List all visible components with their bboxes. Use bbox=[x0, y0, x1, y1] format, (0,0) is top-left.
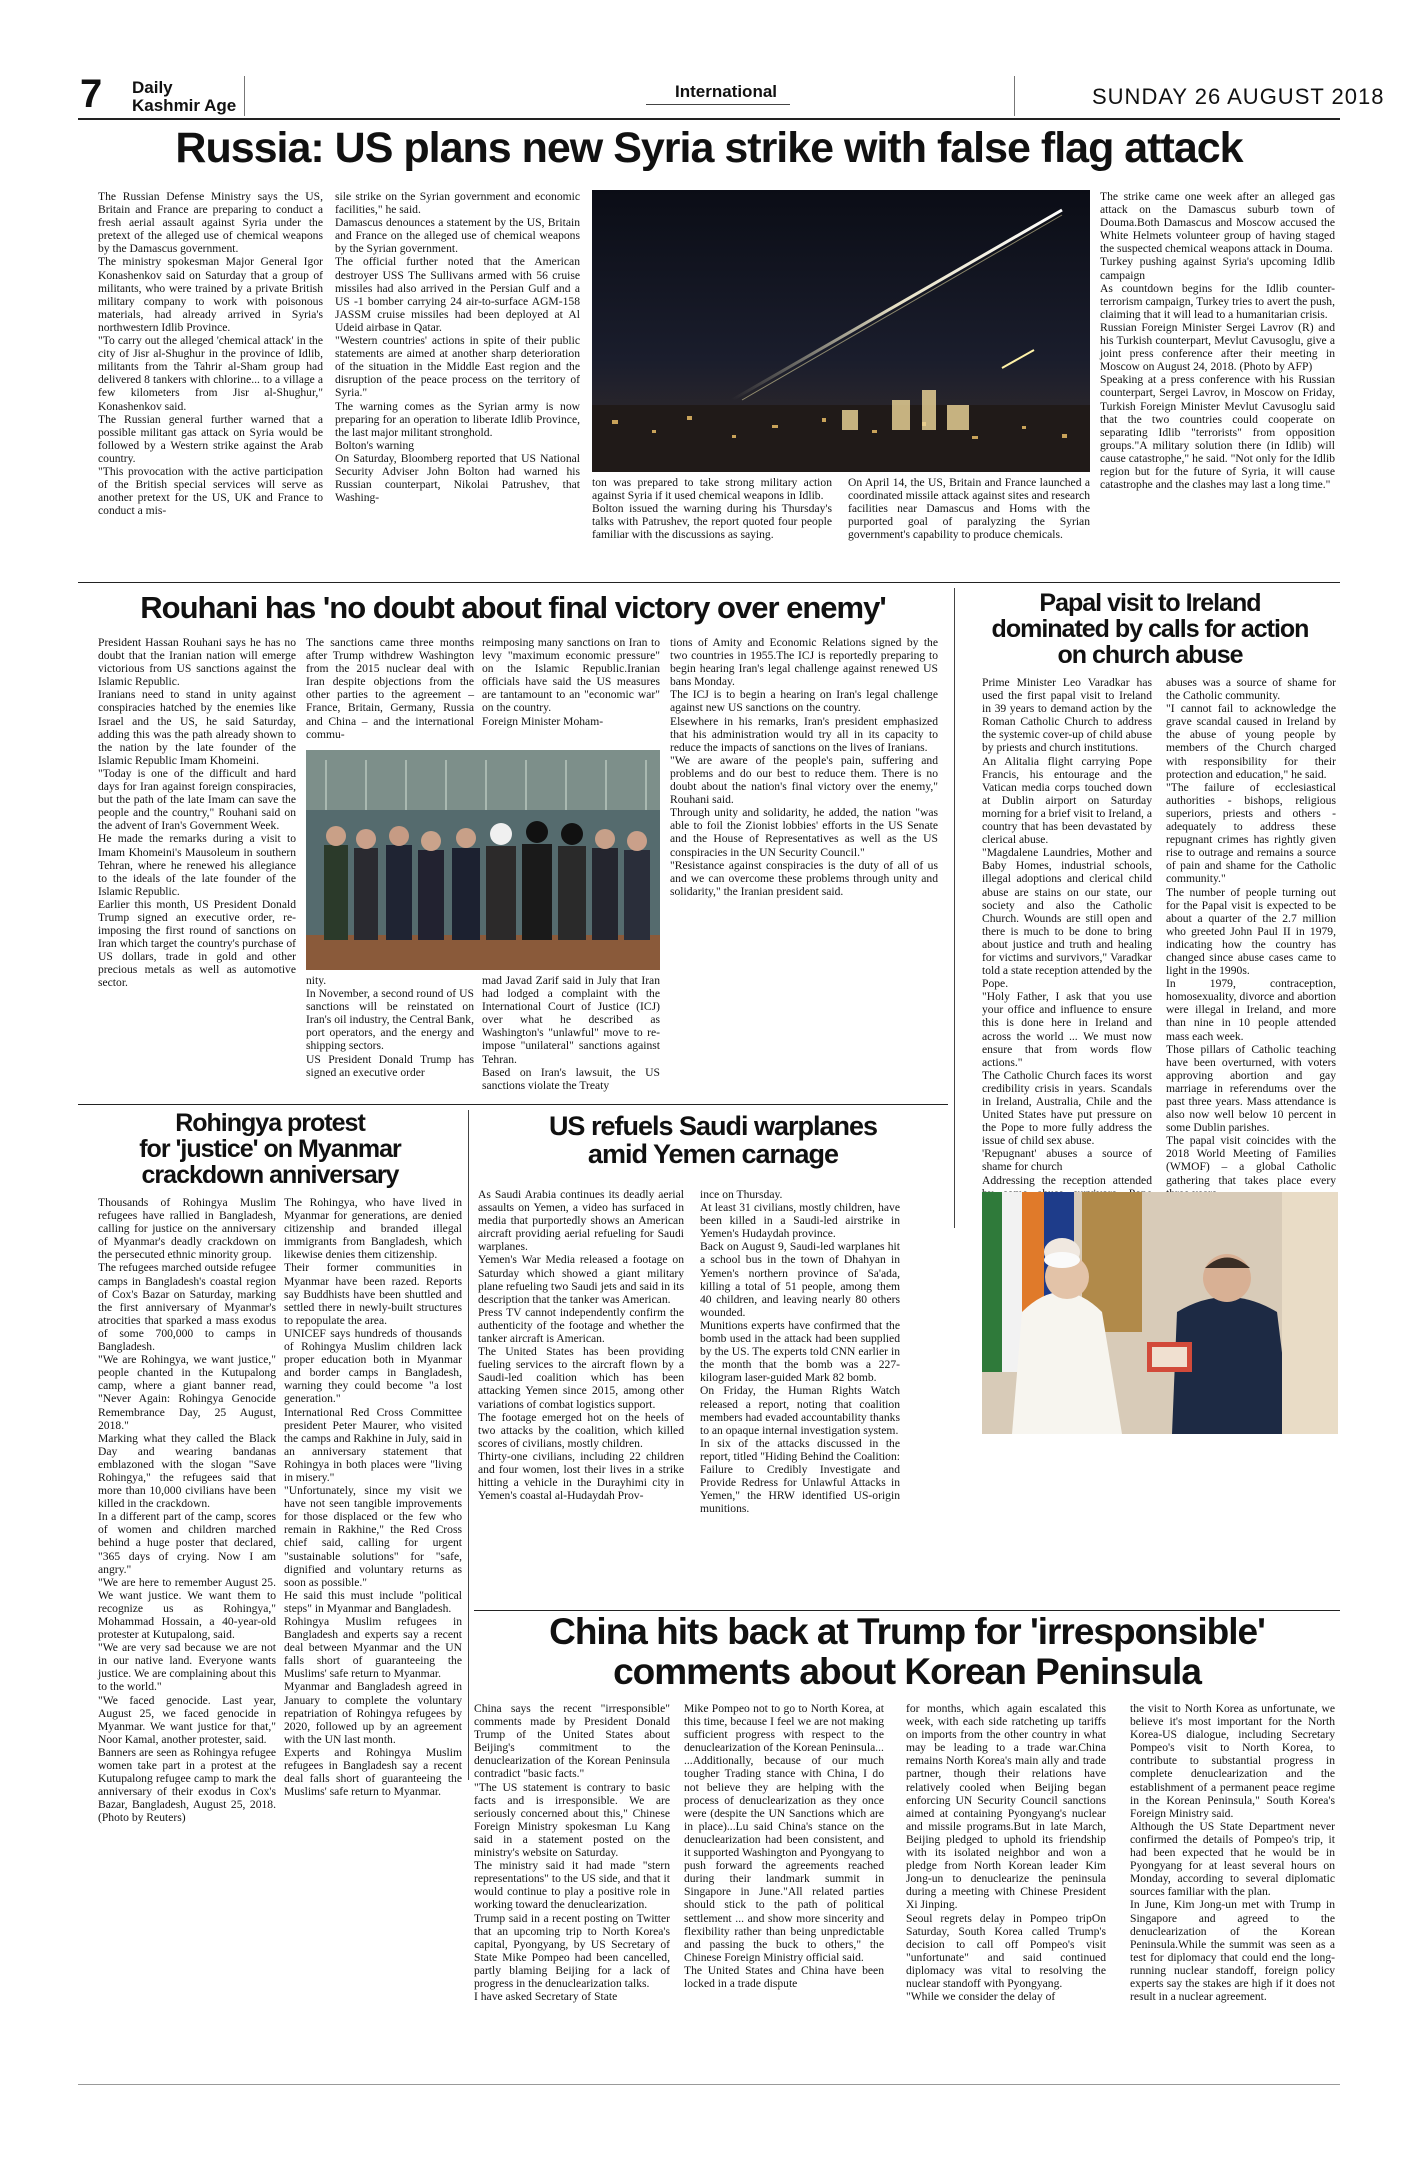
rouhani-col-5-text: nity. In November, a second round of US sanctions will be reinstated on Iran's oil industry, the Central Bank, port operators, and the energy and shipping sectors. US President Donald Trump has signed an executive order bbox=[306, 974, 474, 1079]
papal-col-2 bbox=[1166, 676, 1336, 1187]
rouhani-col-3-text: reimposing many sanctions on Iran to levy "maximum economic pressure" on the Islamic Republic.Iranian officials have said the US measures are tantamount to an "economic war" on the country. Foreign Minister Moham- bbox=[482, 636, 660, 728]
yemen-col-2-text: ince on Thursday. At least 31 civilians, mostly children, have been killed in a Saudi-led airstrike in Yemen's Hudaydah province. Back on August 9, Saudi-led warplanes hit a school bus in the town of Dhahyan in Yemen's northern province of Sa'ada, killing a total of 51 people, among them 40 children, and leaving nearly 80 others wounded. Munitions experts have confirmed that the bomb used in the attack had been supplied by the US. The experts told CNN earlier in the month that the bomb was a 227-kilogram laser-guided Mark 82 bomb. On Friday, the Human Rights Watch released a report, noting that coalition members had evaded accountability thanks to an opaque internal investigation system. In six of the attacks discussed in the report, titled "Hiding Behind the Coalition: Failure to Credibly Investigate and Provide Redress for Unlawful Attacks in Yemen," the HRW identified US-origin munitions. bbox=[700, 1188, 900, 1516]
section-label: International bbox=[675, 82, 778, 101]
russia-col-1 bbox=[98, 190, 323, 570]
russia-col-2 bbox=[335, 190, 580, 570]
rouhani-photo-svg bbox=[306, 750, 660, 970]
headline-papal bbox=[960, 590, 1340, 668]
headline-china bbox=[474, 1612, 1340, 1692]
rouhani-col-4 bbox=[670, 636, 938, 1100]
headline-rouhani: Rouhani has 'no doubt about final victory over enemy' bbox=[140, 590, 886, 625]
china-col-1 bbox=[474, 1702, 670, 2074]
china-col-2-text: Mike Pompeo not to go to North Korea, at this time, because I feel we are not making sufficient progress with respect to the denuclearization of the Korean Peninsula... ...Additionally, because of our much tougher Trading stance with China, I do not believe they are helping with the process of denuclearization as they once were (despite the UN Sanctions which are in place)...Lu said China's stance on the denuclearization had been consistent, and it supported Washington and Pyongyang to push forward the agreements reached during their landmark summit in Singapore in June."All related parties should stick to the path of political settlement ... and show more sincerity and flexibility rather than being unpredictable and passing the buck to others," the Chinese Foreign Ministry official said. The United States and China have been locked in a trade dispute bbox=[684, 1702, 884, 1990]
page-number: 7 bbox=[80, 72, 103, 116]
rouhani-col-1-text: President Hassan Rouhani says he has no doubt that the Iranian nation will emerge victorious from US sanctions against the Islamic Republic. Iranians need to stand in unity against conspiracies hatched by the enemies like Israel and the US, he said Saturday, adding this was the path already shown to the nation by the late founder of the Islamic Republic Imam Khomeini. "Today is one of the difficult and hard days for Iran against foreign conspiracies, but the path of the late Imam can save the people and the country," Rouhani said on the advent of Iran's Government Week. He made the remarks during a visit to Imam Khomeini's Mausoleum in southern Tehran, where he renewed his allegiance to the ideals of the late founder of the Islamic Republic. Earlier this month, US President Donald Trump signed an executive order, re-imposing the first round of sanctions on Iran which target the country's purchase of US dollars, trade in gold and other precious metals as well as automotive sector. bbox=[98, 636, 296, 990]
russia-col-1-text: The Russian Defense Ministry says the US, Britain and France are preparing to conduct a fresh aerial assault against Syria under the pretext of the alleged use of chemical weapons by the Damascus government. The ministry spokesman Major General Igor Konashenkov said on Saturday that a group of militants, who were trained by a private British military company to work with poisonous materials, had already arrived in Syria's northwestern Idlib Province. "To carry out the alleged 'chemical attack' in the city of Jisr al-Shughur in the province of Idlib, militants from the Tahrir al-Sham group had delivered 8 tankers with chlorine... to a village a few kilometers from Jisr al-Shughur," Konashenkov said. The Russian general further warned that a possible militant gas attack on Syria would be followed by a Western strike against the Arab country. "This provocation with the active participation of the British special services will serve as another pretext for the US, UK and France to conduct a mis- bbox=[98, 190, 323, 518]
yemen-col-2 bbox=[700, 1188, 900, 1602]
russia-col-5-text: The strike came one week after an alleged gas attack on the Damascus suburb town of Douma.Both Damascus and Moscow accused the White Helmets volunteer group of having staged the suspected chemical weapons attack in Douma. Turkey pushing against Syria's upcoming Idlib campaign As countdown begins for the Idlib counter-terrorism campaign, Turkey tries to avert the push, claiming that it will lead to a humanitarian crisis. Russian Foreign Minister Sergei Lavrov (R) and his Turkish counterpart, Mevlut Cavusoglu, give a joint press conference after their meeting in Moscow on August 24, 2018. (Photo by AFP) Speaking at a press conference with his Russian counterpart, Sergei Lavrov, in Moscow on Friday, Turkish Foreign Minister Mevlut Cavusoglu said that the two countries could cooperate on separating Idlib "terrorists" from opposition groups."A military solution there (in Idlib) will cause catastrophe," he said. "Not only for the Idlib region but for the future of Syria, it will cause catastrophe and the clashes may last a long time." bbox=[1100, 190, 1335, 492]
headline-papal-line1: Papal visit to Ireland bbox=[1039, 589, 1261, 617]
rouhani-col-3 bbox=[482, 636, 660, 746]
china-col-1-text: China says the recent "irresponsible" comments made by President Donald Trump of the United States about Beijing's commitment to the denuclearization of the Korean Peninsula contradict "basic facts." "The US statement is contrary to basic facts and is irresponsible. We are seriously concerned about this," Chinese Foreign Ministry spokesman Lu Kang said in a statement posted on the ministry's website on Saturday. The ministry said it had made "stern representations" to the US side, and that it would continue to play a positive role in working toward the denuclearization. Trump said in a recent posting on Twitter that an upcoming trip to North Korea's capital, Pyongyang, by US Secretary of State Mike Pompeo had been cancelled, partly blaming Beijing for a lack of progress in the denuclearization talks. I have asked Secretary of State bbox=[474, 1702, 670, 2004]
headline-rohingya bbox=[78, 1110, 462, 1188]
headline-yemen bbox=[474, 1112, 952, 1168]
rohingya-col-2 bbox=[284, 1196, 462, 1799]
headline-russia: Russia: US plans new Syria strike with false flag attack bbox=[175, 124, 1243, 172]
rouhani-col-6-text: mad Javad Zarif said in July that Iran had lodged a complaint with the International Court of Justice (ICJ) over what he described as Washington's "unlawful" move to re-impose "unilateral" sanctions against Tehran. Based on Iran's lawsuit, the US sanctions violate the Treaty bbox=[482, 974, 660, 1092]
issue-date: SUNDAY 26 AUGUST 2018 bbox=[1092, 84, 1385, 109]
missile-photo-svg bbox=[592, 190, 1090, 472]
russia-col-5 bbox=[1100, 190, 1335, 572]
china-col-4 bbox=[1130, 1702, 1335, 2074]
headline-rohingya-line3: crackdown anniversary bbox=[141, 1161, 399, 1189]
headline-yemen-line2: amid Yemen carnage bbox=[587, 1139, 839, 1169]
russia-col-3-text: ton was prepared to take strong military action against Syria if it used chemical weapons in Idlib. Bolton issued the warning during his Thursday's talks with Patrushev, the report quoted four people familiar with the discussions as saying. bbox=[592, 476, 832, 542]
rouhani-col-1 bbox=[98, 636, 296, 1100]
headline-yemen-line1: US refuels Saudi warplanes bbox=[548, 1111, 878, 1141]
rohingya-col-2-text: The Rohingya, who have lived in Myanmar for generations, are denied citizenship and branded illegal immigrants from Bangladesh, which likewise denies them citizenship. Their former communities in Myanmar have been razed. Reports say Buddhists have been shuttled and settled there in newly-built structures to repopulate the area. UNICEF says hundreds of thousands of Rohingya Muslim children lack proper education both in Myanmar and border camps in Bangladesh, warning they could become "a lost generation." International Red Cross Committee president Peter Maurer, who visited the camps and Rakhine in July, said in an anniversary statement that Rohingya in both places were "living in misery." "Unfortunately, since my visit we have not seen tangible improvements for those displaced or the few who remain in Rakhine," the Red Cross chief said, calling for urgent "sustainable solutions" for "safe, dignified and voluntary returns as soon as possible." He said this must include "political steps" in Myanmar and Bangladesh. Rohingya Muslim refugees in Bangladesh and experts say a recent deal between Myanmar and the UN falls short of guaranteeing the Muslims' safe return to Myanmar. Myanmar and Bangladesh agreed in January to complete the voluntary repatriation of Rohingya refugees by 2020, followed up by an agreement with the UN last month. Experts and Rohingya Muslim refugees in Bangladesh say a recent deal falls short of guaranteeing the Muslims' safe return to Myanmar. bbox=[284, 1196, 462, 1799]
photo-rouhani-mausoleum bbox=[306, 750, 660, 970]
rohingya-col-1 bbox=[98, 1196, 276, 1825]
rouhani-col-2 bbox=[306, 636, 474, 746]
yemen-col-1 bbox=[478, 1188, 684, 1602]
headline-papal-line3: on church abuse bbox=[1057, 641, 1243, 669]
rouhani-col-4-text: tions of Amity and Economic Relations signed by the two countries in 1955.The ICJ is reportedly preparing to begin hearing Iran's legal challenge against renewed US bans Monday. The ICJ is to begin a hearing on Iran's legal challenge against new US sanctions on the country. Elsewhere in his remarks, Iran's president emphasized that his administration would try all in its capacity to reduce the impacts of sanctions on the lives of Iranians. "We are aware of the people's pain, suffering and problems and do our best to reduce them. There is no doubt about the nation's final victory over the enemy," Rouhani said. Through unity and solidarity, he added, the nation "was able to foil the Zionist lobbies' efforts in the US Senate and the House of Representatives as well as the US conspiracies in the UN Security Council." "Resistance against conspiracies is the duty of all of us and we can overcome these problems through unity and solidarity," the Iranian president said. bbox=[670, 636, 938, 898]
yemen-col-1-text: As Saudi Arabia continues its deadly aerial assaults on Yemen, a video has surfaced in media that purportedly shows an American aircraft providing aerial refueling for Saudi warplanes. Yemen's War Media released a footage on Saturday which showed a giant military plane refueling two Saudi jets and said in its description that the tanker was American. Press TV cannot independently confirm the authenticity of the footage and whether the tanker aircraft is American. The United States has been providing fueling services to the aircraft flown by a Saudi-led coalition which has been attacking Yemen since 2015, among other variations of combat logistics support. The footage emerged hot on the heels of two attacks by the coalition, which killed scores of civilians, mostly children. Thirty-one civilians, including 22 children and four women, lost their lives in a strike hitting a vehicle in the Durayhimi city in Yemen's coastal al-Hudaydah Prov- bbox=[478, 1188, 684, 1503]
russia-col-2-text: sile strike on the Syrian government and economic facilities," he said. Damascus denounces a statement by the US, Britain and France on the alleged use of chemical weapons by the Syrian government. The official further noted that the American destroyer USS The Sullivans armed with 56 cruise missiles had also arrived in the Persian Gulf and a US -1 bomber carrying 24 air-to-surface AGM-158 JASSM cruise missiles had been deployed at Al Udeid airbase in Qatar. "Western countries' actions in spite of their public statements are aimed at another sharp deterioration of the situation in the Middle East region and the disruption of the peace process on the territory of Syria." The warning comes as the Syrian army is now preparing for an operation to liberate Idlib Province, the last major militant stronghold. Bolton's warning On Saturday, Bloomberg reported that US National Security Adviser John Bolton had warned his Russian counterpart, Nikolai Patrushev, that Washing- bbox=[335, 190, 580, 505]
headline-china-line2: comments about Korean Peninsula bbox=[613, 1651, 1201, 1692]
headline-papal-line2: dominated by calls for action bbox=[991, 615, 1309, 643]
pope-photo-svg bbox=[982, 1192, 1338, 1434]
headline-rohingya-line1: Rohingya protest bbox=[175, 1109, 365, 1137]
rouhani-col-5 bbox=[306, 974, 474, 1100]
russia-col-3 bbox=[592, 476, 832, 572]
china-col-2 bbox=[684, 1702, 884, 2074]
papal-col-1-text: Prime Minister Leo Varadkar has used the first papal visit to Ireland in 39 years to demand action by the Roman Catholic Church to address the systemic cover-up of child abuse by priests and church institutions. An Alitalia flight carrying Pope Francis, his entourage and the Vatican media corps touched down at Dublin airport on Saturday morning for a brief visit to Ireland, a country that has been devastated by clerical abuse. "Magdalene Laundries, Mother and Baby Homes, industrial schools, illegal adoptions and clerical child abuse are stains on our state, our society and also the Catholic Church. Wounds are still open and there is much to be done to bring about justice and truth and healing for victims and survivors," Varadkar told a state reception attended by the Pope. "Holy Father, I ask that you use your office and influence to ensure this is done here in Ireland and across the world ... We must now ensure that from words flow actions." The Catholic Church faces its worst credibility crisis in years. Scandals in Ireland, Australia, Chile and the United States have put pressure on the Pope to more fully address the issue of child sex abuse. 'Repugnant' abuses a source of shame for church Addressing the reception attended bbox=[982, 676, 1152, 1187]
photo-pope-varadkar bbox=[982, 1192, 1338, 1434]
paper-name-line2: Kashmir Age bbox=[132, 96, 237, 115]
rohingya-col-1-text: Thousands of Rohingya Muslim refugees have rallied in Bangladesh, calling for justice on the anniversary of Myanmar's deadly crackdown on the persecuted ethnic minority group. The refugees marched outside refugee camps in Bangladesh's coastal region of Cox's Bazar on Saturday, marking the first anniversary of Myanmar's atrocities that sparked a mass exodus of some 700,000 to camps in Bangladesh. "We are Rohingya, we want justice," people chanted in the Kutupalong camp, where a giant banner read, "Never Again: Rohingya Genocide Remembrance Day, 25 August, 2018." Marking what they called the Black Day and wearing bandanas emblazoned with the slogan "Save Rohingya," the refugees said that more than 10,000 civilians have been killed in the crackdown. In a different part of the camp, scores of women and children marched behind a huge poster that declared, "365 days of crying. Now I am angry." "We are here to remember August 25. We want justice. We want them to recognize us as Rohingya," Mohammad Hossain, a 40-year-old protester at Kutupalong, said. "We are very sad because we are not in our native land. Everyone wants justice. We are complaining about this to the world." "We faced genocide. Last year, August 25, we faced genocide in Myanmar. We want justice for that," Noor Kamal, another protester, said. Banners are seen as Rohingya refugee women take part in a protest at the Kutupalong refugee camp to mark the anniversary of their exodus in Cox's Bazar, Bangladesh, August 25, 2018. (Photo by Reuters) bbox=[98, 1196, 276, 1825]
china-col-4-text: the visit to North Korea as unfortunate, we believe it's most important for the North Korea-US dialogue, including Secretary Pompeo's visit to North Korea, to contribute to substantial progress in complete denuclearization and the establishment of a permanent peace regime in the Korean Peninsula," South Korea's Foreign Ministry said. Although the US State Department never confirmed the details of Pompeo's trip, it had been expected that he would be in Pyongyang for at least several hours on Monday, according to several diplomatic sources familiar with the plan. In June, Kim Jong-un met with Trump in Singapore and agreed to the denuclearization of the Korean Peninsula.While the summit was seen as a test for diplomacy that could end the long-running nuclear standoff, foreign policy experts say the stakes are high if it does not result in a nuclear agreement. bbox=[1130, 1702, 1335, 2004]
rouhani-col-2-text: The sanctions came three months after Trump withdrew Washington from the 2015 nuclear deal with Iran despite objections from the other parties to the agreement – France, Britain, Germany, Russia and China – and the international commu- bbox=[306, 636, 474, 741]
china-col-3-text: for months, which again escalated this week, with each side ratcheting up tariffs on imports from the other country in what may be leading to a trade war.China remains North Korea's main ally and trade partner, though their relations have relatively cooled when Beijing began enforcing UN Security Council sanctions aimed at containing Pyongyang's nuclear and missile programs.But in late March, Beijing pledged to uphold its friendship with its isolated neighbor and won a pledge from North Korean leader Kim Jong-un to denuclearize the peninsula during a meeting with Chinese President Xi Jinping. Seoul regrets delay in Pompeo tripOn Saturday, South Korea called Trump's decision to call off Pompeo's visit "unfortunate" and said continued diplomacy was vital to resolving the nuclear standoff with Pyongyang. "While we consider the delay of bbox=[906, 1702, 1106, 2004]
paper-name bbox=[132, 79, 236, 115]
russia-col-4-text: On April 14, the US, Britain and France launched a coordinated missile attack against sites and research facilities near Damascus and Homs with the purported goal of paralyzing the Syrian government's capability to produce chemicals. bbox=[848, 476, 1090, 542]
headline-rohingya-line2: for 'justice' on Myanmar bbox=[139, 1135, 401, 1163]
russia-col-4 bbox=[848, 476, 1090, 572]
headline-china-line1: China hits back at Trump for 'irresponsible' bbox=[549, 1611, 1265, 1652]
photo-missile-night-sky bbox=[592, 190, 1090, 472]
papal-col-2-text: abuses was a source of shame for the Catholic community. "I cannot fail to acknowledge the grave scandal caused in Ireland by the abuse of young people by members of the Church charged with responsibility for their protection and education," he said. "The failure of ecclesiastical authorities - bishops, religious superiors, priests and others - adequately to address these repugnant crimes has rightly given rise to outrage and remains a source of pain and shame for the Catholic community." The number of people turning out for the Papal visit is expected to be about a quarter of the 2.7 million who greeted John Paul II in 1979, indicating how the country has changed since abuse cases came to light in the 1990s. In 1979, contraception, homosexuality, divorce and abortion were illegal in Ireland, and more than nine in 10 people attended mass each week. Those pillars of Catholic teaching have been overturned, with voters approving abortion and gay marriage in referendums over the past three years. Mass attendance is also now well below 10 percent in some Dublin parishes. The papal visit coincides with the 2018 World Meeting of Families (WMOF) – a global Catholic gathering that takes place every bbox=[1166, 676, 1336, 1187]
china-col-3 bbox=[906, 1702, 1106, 2074]
rouhani-col-6 bbox=[482, 974, 660, 1100]
papal-col-1 bbox=[982, 676, 1152, 1187]
paper-name-line1: Daily bbox=[132, 78, 173, 97]
